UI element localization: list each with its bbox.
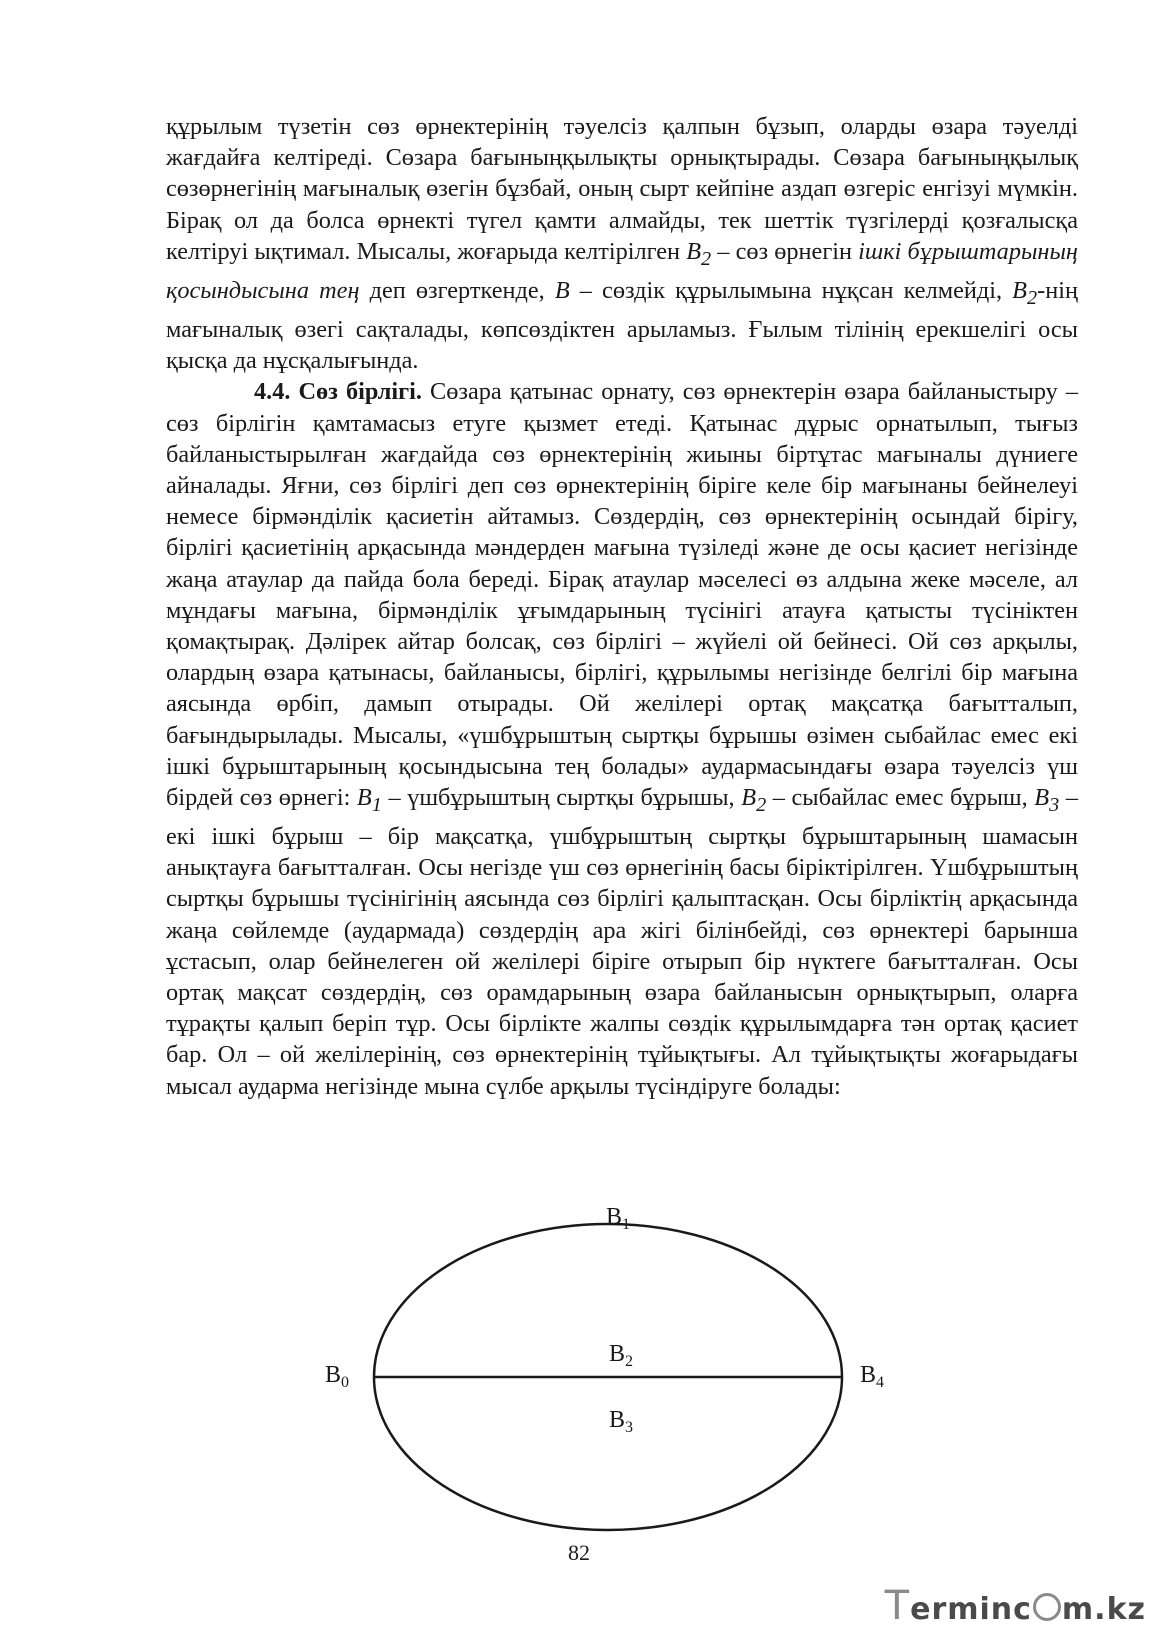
emphasis-phrase: ішкі бұрыштарының қосындысына тең xyxy=(166,237,1078,304)
section-heading: 4.4. Сөз бірлігі. xyxy=(254,378,422,406)
variable-b1: $B_1$ xyxy=(356,783,382,816)
variable-b2: $B_2$ xyxy=(686,237,712,270)
variable-b: B xyxy=(554,276,570,304)
watermark-t-letter: T xyxy=(884,1583,911,1629)
variable-b3: $B_3$ xyxy=(1034,783,1060,816)
label-b3: $B_3$ xyxy=(609,1407,634,1436)
label-b1: $B_1$ xyxy=(606,1204,631,1233)
page-number: 82 xyxy=(568,1540,590,1565)
globe-icon xyxy=(1033,1593,1061,1621)
paragraph-continuation: құрылым түзетін сөз өрнектерінің тәуелсіз қалпын бұзып, оларды өзара тәуелді жағдайға келтіреді. Сөзара бағыныңқылықты орнықтырады. Сөзара бағыныңқылық сөзөрнегінің мағыналық өзегін бұзбай, оның сырт кейпіне аздап өзгеріс енгізуі мүмкін. Бірақ ол да болса өрнекті түгел қамти алмайды, тек шеттік түзгілерді қозғалысқа келтіруі ықтимал. Мысалы, жоғарыда келтірілген $B_2$ – сөз өрнегін ішкі бұрыштарының қосындысына тең деп өзгерткенде, B – сөздік құрылымына нұқсан келмейді, $B_2$-нің мағыналық өзегі сақталады, көпсөздіктен арыламыз. Ғылым тілінің ерекшелігі осы қысқа да нұсқалығында. xyxy=(166,113,1078,375)
site-watermark: Terminc m.kz xyxy=(884,1583,1146,1629)
label-b4: $B_4$ xyxy=(860,1362,885,1391)
label-b2: $B_2$ xyxy=(609,1341,634,1370)
label-b0: $B_0$ xyxy=(325,1362,350,1391)
variable-b2-second: $B_2$ xyxy=(1012,276,1038,309)
variable-b2-list: $B_2$ xyxy=(741,783,767,816)
paragraph-section-4-4: 4.4. Сөз бірлігі. Сөзара қатынас орнату, сөз өрнектерін өзара байланыстыру – сөз бірлігін қамтамасыз етуге қызмет етеді. Қатынас дұрыс орнатылып, тығыз байланыстырылған жағдайда сөз өрнектерінің жиыны біртұтас мағыналы дүниеге айналады. Яғни, сөз бірлігі деп сөз өрнектерінің біріге келе бір мағынаны бейнелеуі немесе бірмәнділік қасиетін айтамыз. Сөздердің, сөз өрнектерінің осындай бірігу, бірлігі қасиетінің арқасында мәндерден мағына түзіледі және де осы қасиет негізінде жаңа атаулар да пайда бола береді. Бірақ атаулар мәселесі өз алдына жеке мәселе, ал мұндағы мағына, бірмәнділік ұғымдарының түсінігі атауға қатысты түсініктен қомақтырақ. Дәлірек айтар болсақ, сөз бірлігі – жүйелі ой бейнесі. Ой сөз арқылы, олардың өзара қатынасы, байланысы, бірлігі, құрылымы негізінде белгілі бір мағына аясында өрбіп, дамып отырады. Ой желілері ортақ мақсатқа бағытталып, бағындырылады. Мысалы, «үшбұрыштың сыртқы бұрышы өзімен сыбайлас емес екі ішкі бұрыштарының қосындысына тең болады» аудармасындағы өзара тәуелсіз үш бірдей сөз өрнегі: $B_1$ – үшбұрыштың сыртқы бұрышы, $B_2$ – сыбайлас емес бұрыш, $B_3$ – екі ішкі бұрыш – бір мақсатқа, үшбұрыштың сыртқы бұрыштарының шамасын анықтауға бағытталған. Осы негізде үш сөз өрнегінің басы біріктірілген. Үшбұрыштың сыртқы бұрышы түсінігінің аясында сөз бірлігі қалыптасқан. Осы бірліктің арқасында жаңа сөйлемде (аудармада) сөздердің ара жігі білінбейді, сөз өрнектері барынша ұстасып, олар бейнелеген ой желілері біріге отырып бір нүктеге бағытталған. Осы ортақ мақсат сөздердің, сөз орамдарының өзара байланысын орнықтырып, оларға тұрақты қалып беріп тұр. Осы бірлікте жалпы сөздік құрылымдарға тән ортақ қасиет бар. Ол – ой желілерінің, сөз өрнектерінің тұйықтығы. Ал тұйықтықты жоғарыдағы мысал аударма негізінде мына сүлбе арқылы түсіндіруге болады: xyxy=(166,378,1078,1100)
